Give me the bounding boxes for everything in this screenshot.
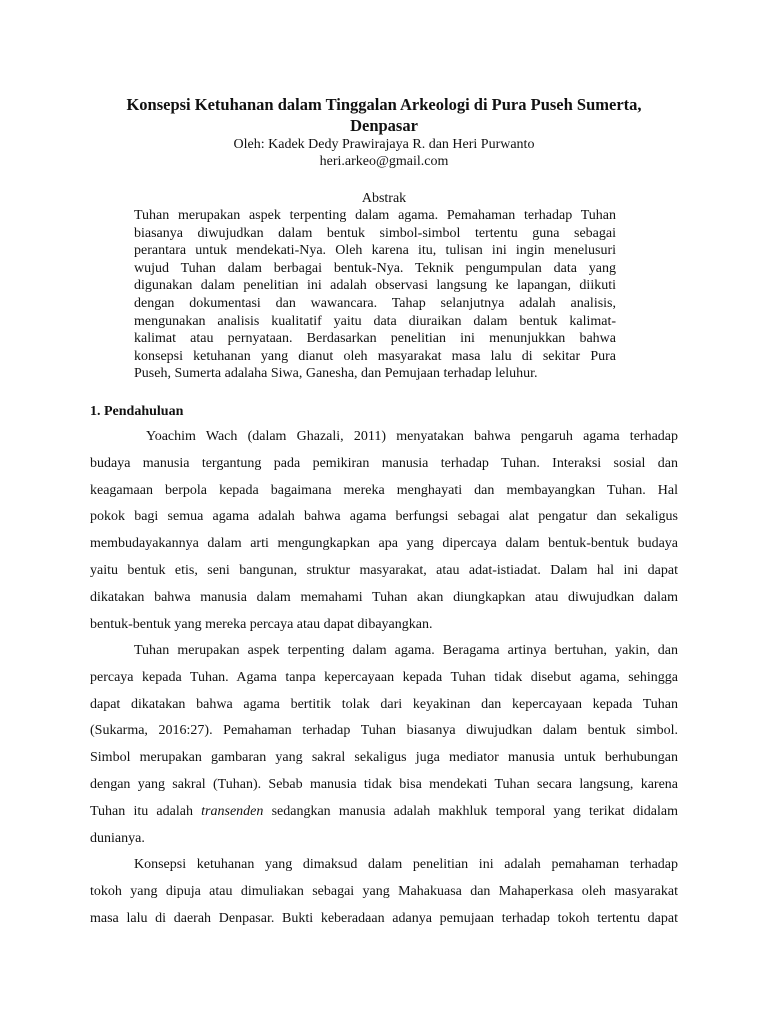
paragraph-line: dengan yang sakral (Tuhan). Sebab manusia tidak bisa mendekati Tuhan secara langsung, karena (90, 776, 678, 792)
author-email: heri.arkeo@gmail.com (319, 154, 449, 169)
abstract-heading: Abstrak (361, 191, 407, 206)
paper-title-line-2: Denpasar (350, 116, 418, 135)
paragraph-line: dunianya. (90, 830, 145, 846)
abstract-line: wujud Tuhan dalam berbagai bentuk-Nya. Teknik pengumpulan data yang (134, 260, 616, 276)
abstract-line: Tuhan merupakan aspek terpenting dalam agama. Pemahaman terhadap Tuhan (134, 208, 616, 223)
line-text: Tuhan itu adalah (90, 803, 202, 819)
abstract-line: Puseh, Sumerta adalaha Siwa, Ganesha, dan Pemujaan terhadap leluhur. (134, 366, 538, 382)
abstract-line: kalimat atau pernyataan. Berdasarkan penelitian ini menunjukkan bahwa (134, 331, 616, 347)
paragraph-line: Yoachim Wach (dalam Ghazali, 2011) menyatakan bahwa pengaruh agama terhadap (146, 429, 678, 444)
paper-title (90, 94, 678, 136)
paragraph-line: dapat dikatakan bahwa agama bertitik tolak dari keyakinan dan kepercayaan kepada Tuhan (90, 696, 678, 712)
abstract-line: konsepsi ketuhanan yang dianut oleh masyarakat masa lalu di sekitar Pura (134, 348, 616, 364)
paragraph-line: Tuhan merupakan aspek terpenting dalam agama. Beragama artinya bertuhan, yakin, dan (134, 643, 678, 658)
paragraph-line: tokoh yang dipuja atau dimuliakan sebagai yang Mahakuasa dan Mahaperkasa oleh masyarakat (90, 883, 678, 899)
paragraph-line: dikatakan bahwa manusia dalam memahami Tuhan akan diungkapkan atau diwujudkan dalam (90, 589, 678, 605)
paragraph-line: membudayakannya dalam arti mengungkapkan apa yang dipercaya dalam bentuk-bentuk budaya (90, 536, 678, 552)
paragraph-line: Simbol merupakan gambaran yang sakral sekaligus juga mediator manusia untuk berhubungan (90, 750, 678, 766)
paragraph-line (90, 799, 678, 826)
paragraph-line: yaitu bentuk etis, seni bangunan, struktur masyarakat, atau adat-istiadat. Dalam hal ini dapat (90, 562, 678, 578)
paragraph-line: budaya manusia tergantung pada pemikiran manusia terhadap Tuhan. Interaksi sosial dan (90, 455, 678, 471)
paragraph-line: keagamaan berpola kepada bagaimana mereka menghayati dan membayangkan Tuhan. Hal (90, 482, 678, 498)
paragraph-line: percaya kepada Tuhan. Agama tanpa kepercayaan kepada Tuhan tidak disebut agama, sehingga (90, 669, 678, 685)
abstract-line: perantara untuk mendekati-Nya. Oleh karena itu, tulisan ini ingin menelusuri (134, 243, 616, 259)
paragraph-line: masa lalu di daerah Denpasar. Bukti keberadaan adanya pemujaan terhadap tokoh tertentu dapat (90, 910, 678, 926)
abstract-line: digunakan dalam penelitian ini adalah observasi langsung ke lapangan, diikuti (134, 278, 616, 294)
paragraph-1 (90, 424, 678, 638)
abstract-line: biasanya diwujudkan dalam bentuk simbol-simbol tertentu guna sebagai (134, 225, 616, 241)
author-line: Oleh: Kadek Dedy Prawirajaya R. dan Heri Purwanto (233, 137, 535, 152)
paragraph-line: Konsepsi ketuhanan yang dimaksud dalam penelitian ini adalah pemahaman terhadap (134, 857, 678, 872)
paragraph-line: (Sukarma, 2016:27). Pemahaman terhadap Tuhan biasanya diwujudkan dalam bentuk simbol. (90, 723, 678, 739)
paragraph-line: bentuk-bentuk yang mereka percaya atau dapat dibayangkan. (90, 616, 433, 632)
paragraph-3 (90, 852, 678, 932)
paper-title-line-1: Konsepsi Ketuhanan dalam Tinggalan Arkeologi di Pura Puseh Sumerta, (126, 95, 642, 114)
abstract-line: dengan dokumentasi dan wawancara. Tahap selanjutnya adalah analisis, (134, 295, 616, 311)
abstract-line: mengunakan analisis kualitatif yaitu data diuraikan dalam bentuk kalimat- (134, 313, 616, 329)
italic-term: transenden (201, 803, 264, 819)
paragraph-2 (90, 638, 678, 852)
abstract-body (134, 207, 616, 383)
section-heading: 1. Pendahuluan (90, 404, 184, 419)
paragraph-line: pokok bagi semua agama adalah bahwa agama berfungsi sebagai alat pengatur dan sekaligus (90, 509, 678, 525)
line-text: sedangkan manusia adalah makhluk temporal yang terikat didalam (263, 803, 678, 819)
